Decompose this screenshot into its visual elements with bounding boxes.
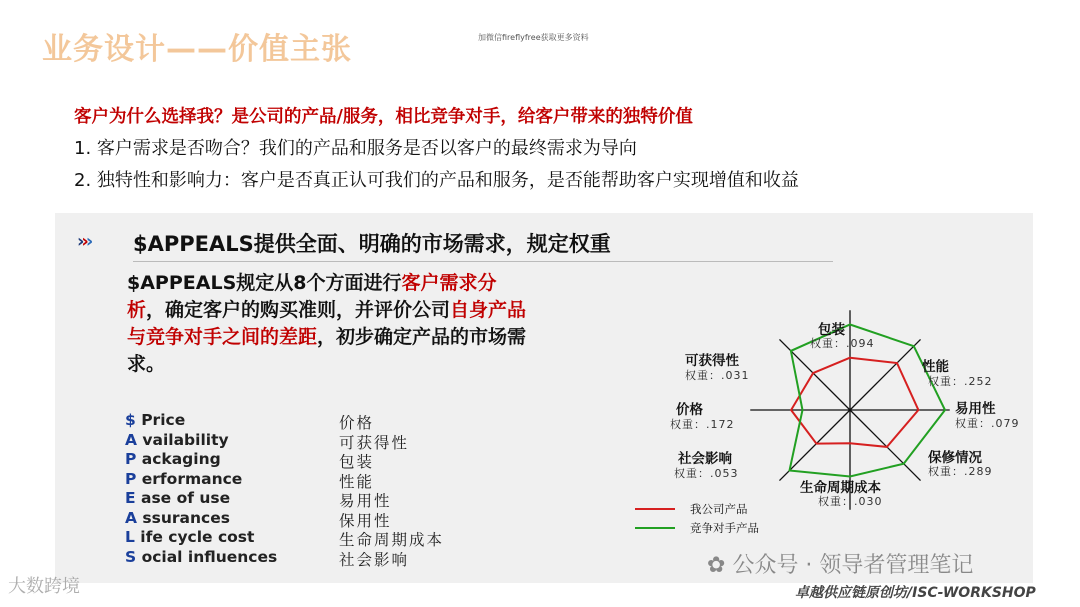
banner-divider (133, 261, 833, 262)
legend-label-competitor: 竞争对手产品 (690, 521, 759, 535)
desc-text-1: $APPEALS规定从8个方面进行 (127, 272, 402, 294)
list-item: E ase of use 易用性 (125, 489, 392, 510)
panel-banner: $APPEALS提供全面、明确的市场需求，规定权重 (133, 232, 611, 256)
radar-axis-label: 社会影响 (678, 451, 732, 467)
radar-axis-label: 保修情况 (928, 450, 982, 466)
radar-axis-weight: 权重：.053 (674, 467, 739, 480)
radar-chart (610, 303, 1020, 583)
radar-axis-label: 生命周期成本 (800, 480, 881, 496)
wechat-watermark: ✿ 公众号 · 领导者管理笔记 (707, 553, 974, 578)
list-item: L ife cycle cost 生命周期成本 (125, 528, 445, 549)
point-1: 1. 客户需求是否吻合？我们的产品和服务是否以客户的最终需求为导向 (74, 138, 637, 159)
list-item: P ackaging 包装 (125, 450, 375, 471)
right-watermark: 卓越供应链原创坊/ISC-WORKSHOP (795, 585, 1036, 601)
wechat-icon: ✿ (707, 553, 733, 578)
list-item: $ Price 价格 (125, 411, 375, 432)
page-title: 业务设计——价值主张 (42, 32, 352, 67)
radar-axis-weight: 权重：.289 (928, 465, 993, 478)
appeals-list (125, 411, 444, 567)
list-item: A ssurances 保用性 (125, 508, 392, 530)
appeals-description (127, 270, 527, 378)
radar-axis-line (850, 339, 921, 410)
point-2: 2. 独特性和影响力：客户是否真正认可我们的产品和服务，是否能帮助客户实现增值和收益 (74, 170, 799, 191)
list-item: S ocial influences 社会影响 (125, 547, 410, 569)
radar-axis-weight: 权重：.252 (928, 375, 993, 388)
radar-axis-weight: 权重：.079 (955, 417, 1020, 430)
legend-label-ours: 我公司产品 (690, 502, 748, 516)
radar-axis-label: 价格 (676, 402, 703, 418)
arrows-icon: ››› (77, 231, 91, 252)
radar-axis-line (779, 339, 850, 410)
list-item: A vailability 可获得性 (125, 430, 410, 452)
list-item: P erformance 性能 (125, 469, 375, 491)
radar-axis-weight: 权重：.094 (810, 337, 875, 350)
radar-axis-label: 性能 (922, 359, 949, 375)
radar-axis-weight: 权重：.172 (670, 418, 735, 431)
desc-highlight-1: 客户需求分析 (127, 272, 497, 321)
left-watermark: 大数跨境 (8, 576, 80, 597)
radar-axis-weight: 权重：.031 (685, 369, 750, 382)
desc-text-2: ，确定客户的购买准则，并评价公司 (146, 299, 451, 321)
radar-axis-label: 可获得性 (685, 353, 739, 369)
radar-axis-label: 易用性 (955, 401, 996, 417)
key-question: 客户为什么选择我？是公司的产品/服务，相比竞争对手，给客户带来的独特价值 (74, 107, 693, 127)
radar-axis-weight: 权重：.030 (818, 495, 883, 508)
appeals-panel (55, 213, 1033, 583)
top-watermark: 加微信fireflyfree获取更多资料 (478, 33, 589, 42)
radar-axis-label: 包装 (818, 322, 845, 338)
desc-highlight-2: 自身产品与竞争对手之间的差距 (127, 299, 527, 348)
desc-text-3: ，初步确定产品的市场需求。 (127, 326, 527, 375)
